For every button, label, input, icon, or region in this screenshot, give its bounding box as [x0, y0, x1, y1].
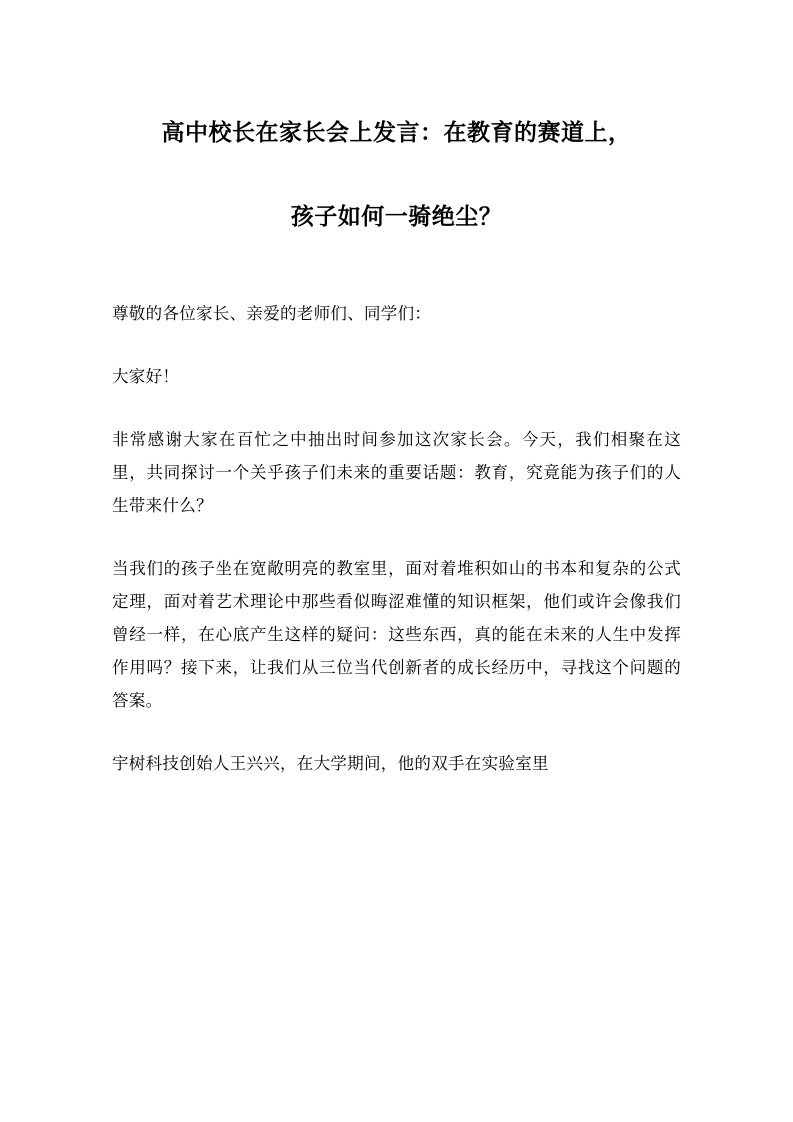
paragraph-example-start: 宇树科技创始人王兴兴，在大学期间，他的双手在实验室里: [112, 754, 549, 774]
paragraph-question: 当我们的孩子坐在宽敞明亮的教室里，面对着堆积如山的书本和复杂的公式定理，面对着艺术理论中那些看似晦涩难懂的知识框架，他们或许会像我们曾经一样，在心底产生这样的疑问：这些东西，真的能在未来的人生中发挥作用吗？接下来，让我们从三位当代创新者的成长经历中，寻找这个问题的答案。: [112, 559, 681, 711]
document-body: [112, 297, 681, 780]
paragraph-greeting: 大家好！: [112, 367, 180, 387]
title-line-2: 孩子如何一骑绝尘？: [290, 203, 503, 230]
page-title: [112, 112, 681, 239]
paragraph-salutation: 尊敬的各位家长、亲爱的老师们、同学们：: [112, 304, 432, 324]
paragraph-thanks: 非常感谢大家在百忙之中抽出时间参加这次家长会。今天，我们相聚在这里，共同探讨一个关乎孩子们未来的重要话题：教育，究竟能为孩子们的人生带来什么？: [112, 430, 681, 516]
title-line-1: 高中校长在家长会上发言：在教育的赛道上，: [161, 120, 632, 146]
